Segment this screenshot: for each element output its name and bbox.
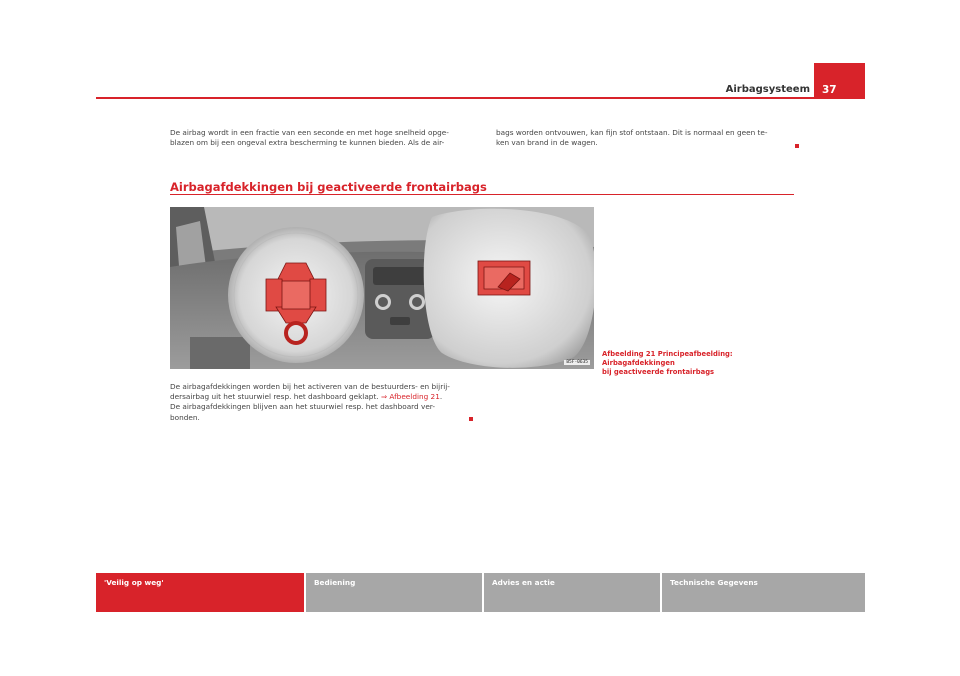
airbag-illustration — [170, 207, 594, 369]
running-header-title: Airbagsysteem — [725, 84, 810, 95]
body-line3: De airbagafdekkingen blijven aan het stuurwiel resp. het dashboard ver- — [170, 402, 435, 412]
body-line4: bonden. — [170, 412, 200, 422]
figure-caption-line2: bij geactiveerde frontairbags — [602, 368, 715, 376]
airbag-illustration-svg — [170, 207, 594, 369]
body-line2-end: . — [439, 392, 443, 402]
end-of-section-mark — [795, 144, 799, 148]
figure-caption — [602, 350, 802, 377]
intro-col2-line2: ken van brand in de wagen. — [496, 138, 598, 148]
end-of-section-mark — [469, 417, 473, 421]
footer-tab-label: Bediening — [314, 578, 356, 587]
body-line2-text: dersairbag uit het stuurwiel resp. het dashboard geklapt. — [170, 392, 381, 402]
figure-reference-link[interactable]: ⇒ Afbeelding 21 — [380, 392, 440, 402]
footer-tab-label: Advies en actie — [492, 578, 555, 587]
footer-tab-technische-gegevens[interactable] — [662, 573, 865, 612]
footer-tab-label: 'Veilig op weg' — [104, 578, 164, 587]
intro-col1-line1: De airbag wordt in een fractie van een seconde en met hoge snelheid opge- — [170, 128, 449, 137]
footer-tab-veilig-op-weg[interactable] — [96, 573, 304, 612]
body-paragraph — [170, 382, 450, 423]
section-title: Airbagafdekkingen bij geactiveerde frontairbags — [170, 180, 487, 194]
footer-tab-advies-en-actie[interactable] — [484, 573, 660, 612]
footer-tab-label: Technische Gegevens — [670, 578, 758, 587]
intro-col1 — [170, 128, 449, 148]
page-number-box — [814, 63, 865, 98]
intro-col2 — [496, 128, 768, 148]
intro-col2-line1: bags worden ontvouwen, kan fijn stof ontstaan. Dit is normaal en geen te- — [496, 128, 768, 137]
body-line1: De airbagafdekkingen worden bij het activeren van de bestuurders- en bijrij- — [170, 382, 450, 391]
figure-caption-line1: Afbeelding 21 Principeafbeelding: Airbagafdekkingen — [602, 350, 733, 367]
header-rule — [96, 97, 865, 99]
figure-code: B5F-0635 — [566, 360, 588, 365]
footer-tab-bediening[interactable] — [306, 573, 482, 612]
section-rule — [170, 194, 794, 195]
intro-col1-line2: blazen om bij een ongeval extra bescherming te kunnen bieden. Als de air- — [170, 138, 445, 148]
page-number: 37 — [822, 84, 837, 96]
